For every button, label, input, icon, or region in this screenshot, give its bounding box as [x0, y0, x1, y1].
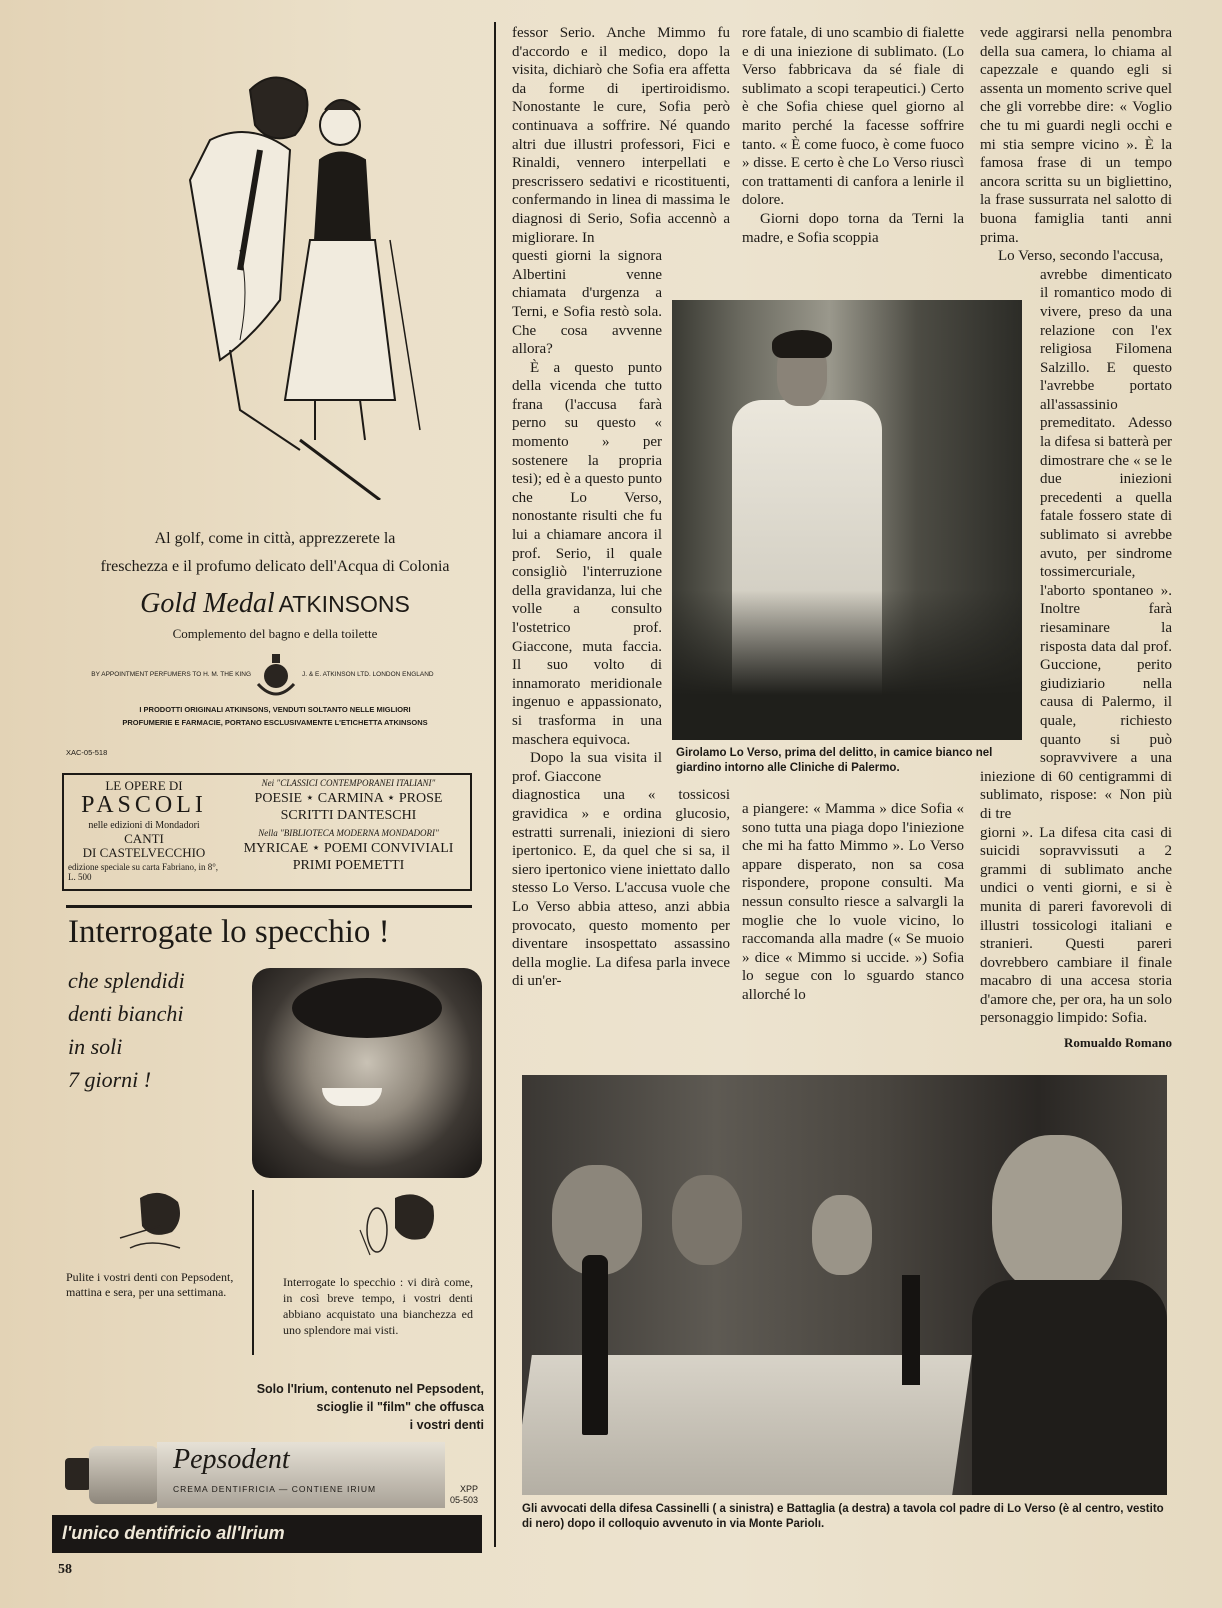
appointment-right: J. & E. ATKINSON LTD. LONDON ENGLAND [302, 671, 434, 678]
atkinsons-code: XAC-05-518 [66, 748, 108, 757]
photo-caption-1: Girolamo Lo Verso, prima del delitto, in camice bianco nel giardino intorno alle Cliniche di Palermo. [676, 747, 993, 774]
toothpaste-tube [65, 1442, 445, 1510]
pascoli-series-2: Nella "BIBLIOTECA MODERNA MONDADORI" [258, 828, 439, 838]
code-line: 05-503 [450, 1495, 479, 1505]
article-col-b-top [742, 24, 964, 247]
pascoli-works-2: SCRITTI DANTESCHI [280, 808, 417, 823]
claim-line: Solo l'Irium, contenuto nel Pepsodent, [256, 1382, 484, 1396]
atkinsons-logo [60, 588, 490, 620]
atkinsons-subtitle: Complemento del bagno e della toilette [172, 626, 378, 641]
code-line: XPP [460, 1484, 479, 1494]
pascoli-series-1: Nei "CLASSICI CONTEMPORANEI ITALIANI" [261, 778, 436, 788]
pepsodent-headline: Interrogate lo specchio ! [68, 914, 390, 950]
defense-lawyers-dinner-photo [522, 1075, 1167, 1495]
smiling-woman-photo [252, 968, 482, 1178]
photo-caption-2: Gli avvocati della difesa Cassinelli ( a sinistra) e Battaglia (a destra) a tavola col padre di Lo Verso (è al centro, vestito di nero) dopo il colloquio avvenuto in via Monte Pariolı. [522, 1503, 1164, 1530]
paragraph: È a questo punto della vicenda che tutto frana (l'accusa farà perno su questo « momento » per sostenere la propria tesi); ed è a questo punto che Lo Verso, nonostante risulti che fu lui a chiamare ancora il prof. Serio, il quale consigliò l'interruzione della gravidanza, lui che volle a consulto l'ostetrico prof. Giaccone, muta faccia. Il suo volto di innamorato meridionale ingenuo e appassionato, si trasforma in una maschera equivoca. [512, 359, 662, 748]
column-divider [494, 22, 496, 1547]
claim-line: i vostri denti [409, 1418, 484, 1432]
paragraph: vede aggirarsi nella penombra della sua camera, lo chiama al capezzale e quando egli si assenta un momento scrive quel che gli vorrebbe dire: « Voglio che tu mi guardi negli occhi e mi stia sempre vicino ». È la famosa frase di un tempo ancora scritta su un bigliettino, la frase sussurrata nel salotto di buona famiglia tanti anni prima. [980, 25, 1172, 246]
ad-column-divider [252, 1190, 254, 1355]
pepsodent-promise [68, 964, 185, 1096]
paragraph: Giorni dopo torna da Terni la madre, e Sofia scoppia [742, 210, 964, 246]
tube-subtitle: CREMA DENTIFRICIA — CONTIENE IRIUM [173, 1484, 377, 1494]
brand-script: Gold Medal [140, 588, 275, 619]
paragraph: Dopo la sua visita il prof. Giaccone [512, 750, 662, 785]
atkinsons-notice-2: PROFUMERIE E FARMACIE, PORTANO ESCLUSIVAMENTE L'ETICHETTA ATKINSONS [122, 718, 428, 727]
paragraph: diagnostica una « tossicosi gravidica » e ordina glucosio, estratti surrenali, iniezioni di siero ipertonico. E, da quel che si sa, il siero ipertonico viene iniettato dallo stesso Lo Verso. L'accusa vuole che Lo Verso abbia atteso, anzi abbia provocato, questo momento per diventare insospettato assassino della moglie. La difesa parla invece di un'er- [512, 787, 730, 990]
pepsodent-banner [52, 1515, 482, 1553]
atkinsons-tagline-1: Al golf, come in città, apprezzerete la [154, 530, 396, 547]
brushing-woman-illustration [110, 1188, 190, 1258]
page-number: 58 [58, 1562, 72, 1577]
article-col-b-bottom [742, 800, 964, 1005]
pepsodent-code [450, 1484, 478, 1506]
banner-text: l'unico dentifricio all'Irium [62, 1523, 285, 1543]
pascoli-works-4: PRIMI POEMETTI [292, 858, 405, 873]
paragraph: rore fatale, di uno scambio di fialette e di una iniezione di sublimato. (Lo Verso fabbricava da sé fiale di sublimato a scopi terapeutici.) Certo è che Sofia chiese quel giorno al marito perché la facesse soffrire tanto. « È come fuoco, è come fuoco » disse. E certo è che Lo Verso riuscì con trattamenti di canfora a lenirle il dolore. [742, 25, 964, 209]
lo-verso-garden-photo [672, 300, 1022, 740]
promise-line: che splendidi [68, 968, 185, 993]
promise-line: 7 giorni ! [68, 1067, 152, 1092]
promise-line: denti bianchi [68, 1001, 184, 1026]
pepsodent-claim [200, 1380, 484, 1434]
pascoli-edition: edizione speciale su carta Fabriano, in 8°, L. 500 [68, 862, 219, 882]
paragraph: questi giorni la signora Albertini venne chiamata d'urgenza a Terni, e Sofia restò sola. Che cosa avvenne allora? [512, 248, 662, 358]
golf-illustration [100, 50, 460, 500]
paragraph: avrebbe dimenticato il romantico modo di vivere, preso da una relazione con l'ex religiosa Filomena Salzillo. E questo l'avrebbe portato all'assassinio premeditato. Adesso la difesa si batterà per dimostrare che « se le due iniezioni precedenti a quella fatale fossero state di sublimato si avrebbe avuto, per sindrome tossimercuriale, l'aborto spontaneo ». Inoltre farà riesaminare la risposta data dal prof. Guccione, perito giudiziario nella causa di Palermo, il quale, richiesto quanto si può sopravvivere a una iniezione di 60 centigrammi di sublimato, rispose: « Non più di tre [980, 266, 1172, 822]
paragraph: fessor Serio. Anche Mimmo fu d'accordo e il medico, dopo la visita, dichiarò che Sofia era affetta da forme di ipertiroidismo. Nonostante le cure, Sofia però continuava a soffrire. Né quando altri due illustri professori, Fici e Rinaldi, vennero interpellati e prescrissero sedativi e ricostituenti, confermando in linea di massima le diagnosi di Serio, Sofia accennò a migliorare. In [512, 25, 730, 246]
pascoli-author: PASCOLI [81, 792, 207, 818]
pepsodent-step-1: Pulite i vostri denti con Pepsodent, mattina e sera, per una settimana. [66, 1270, 234, 1299]
pascoli-publisher: nelle edizioni di Mondadori [88, 820, 200, 831]
claim-line: scioglie il "film" che offusca [316, 1400, 484, 1414]
tube-brand: Pepsodent [173, 1444, 290, 1475]
paragraph: Lo Verso, secondo l'accusa, [998, 248, 1164, 265]
pascoli-title-2: DI CASTELVECCHIO [82, 845, 206, 860]
paragraph: giorni ». La difesa cita casi di suicidi sopravvissuti a 2 grammi di sublimato anche undici o venti giorni, e si è munita di pareri favorevoli di illustri tossicologi italiani e stranieri. Questi pareri dovrebbero cambiare il finale macabro di una accesa storia d'amore che, per ora, ha un solo personaggio limpido: Sofia. [980, 824, 1172, 1027]
pepsodent-step-2: Interrogate lo specchio : vi dirà come, in così breve tempo, i vostri denti abbiano acquistato una bianchezza ed uno splendore mai visti. [283, 1275, 473, 1337]
pascoli-works-3: MYRICAE ⋆ POEMI CONVIVIALI [243, 841, 454, 856]
mirror-woman-illustration [355, 1190, 440, 1265]
ad-separator [66, 905, 472, 908]
pascoli-ad-box [62, 773, 472, 891]
pascoli-title-1: CANTI [124, 831, 164, 846]
atkinsons-tagline-2: freschezza e il profumo delicato dell'Acqua di Colonia [100, 558, 450, 575]
paragraph: a piangere: « Mamma » dice Sofia « sono tutta una piaga dopo l'iniezione che mi ha fatto Mimmo ». Lo Verso appare disperato, non sa cosa rispondere, propone consulti. Ma nessun consulto riesce a salvargli la moglie che lo vuole vicino, lo raccomanda alla madre (« Se muoio » dice « Mimmo si uccide. ») Sofia lo segue con lo sguardo stanco allorché lo [742, 801, 964, 1003]
byline: Romualdo Romano [1064, 1035, 1172, 1051]
appointment-left: BY APPOINTMENT PERFUMERS TO H. M. THE KING [91, 671, 251, 678]
pascoli-works-1: POESIE ⋆ CARMINA ⋆ PROSE [254, 791, 443, 806]
royal-crest-icon [254, 654, 298, 700]
brand-name: ATKINSONS [278, 591, 410, 617]
promise-line: in soli [68, 1034, 123, 1059]
atkinsons-notice-1: I PRODOTTI ORIGINALI ATKINSONS, VENDUTI SOLTANTO NELLE MIGLIORI [139, 705, 411, 714]
pascoli-intro: LE OPERE DI [105, 778, 183, 793]
